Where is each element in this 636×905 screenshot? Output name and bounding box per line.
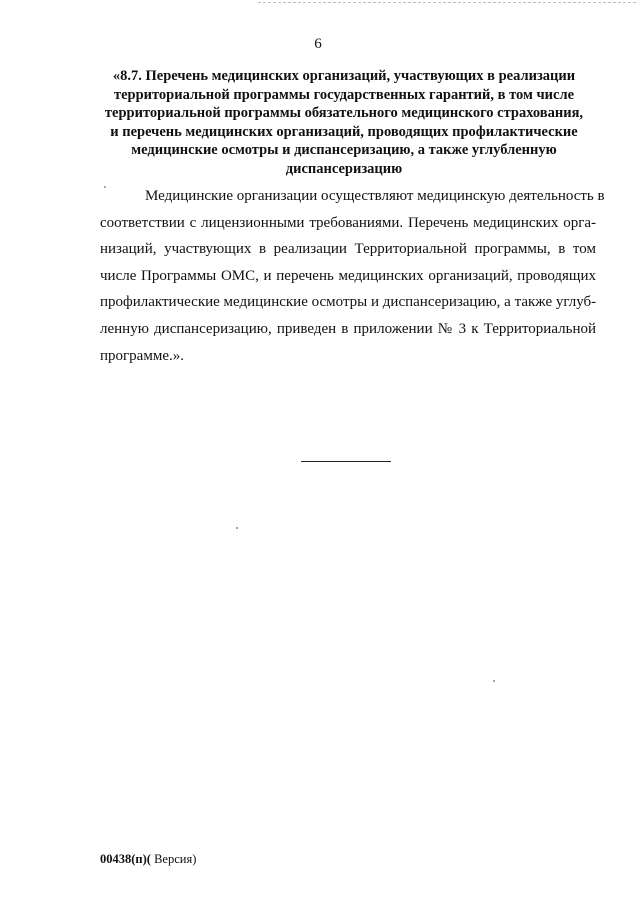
end-divider-line — [301, 461, 391, 462]
heading-line: «8.7. Перечень медицинских организаций, участвующих в реализации — [112, 68, 576, 84]
section-heading — [100, 67, 588, 179]
scan-speck — [236, 527, 238, 529]
scan-speck — [104, 186, 106, 188]
paragraph-line: числе Программы ОМС, и перечень медицинских организаций, проводящих — [100, 267, 596, 284]
body-paragraph — [100, 183, 605, 369]
paragraph-line: ленную диспансеризацию, приведен в приложении № 3 к Территориальной — [100, 320, 596, 337]
version-code-label: Версия) — [150, 852, 197, 866]
document-version-code — [100, 851, 196, 867]
heading-line: и перечень медицинских организаций, проводящих профилактические — [110, 123, 578, 140]
heading-line: территориальной программы государственных гарантий, в том числе — [113, 86, 575, 103]
scan-speck — [493, 680, 495, 682]
paragraph-line: профилактические медицинские осмотры и диспансеризацию, а также углуб- — [100, 294, 597, 311]
paragraph-line: программе.». — [100, 347, 184, 364]
version-code-bold: 00438(п)( — [100, 852, 151, 866]
heading-line: территориальной программы обязательного медицинского страхования, — [104, 105, 584, 122]
paragraph-line: Медицинские организации осуществляют медицинскую деятельность в — [145, 188, 605, 204]
heading-line: диспансеризацию — [285, 160, 403, 177]
paragraph-line: низаций, участвующих в реализации Территориальной программы, в том — [100, 241, 596, 258]
scan-edge-line — [258, 2, 636, 3]
heading-line: медицинские осмотры и диспансеризацию, а также углубленную — [131, 142, 557, 159]
page-number: 6 — [314, 36, 322, 52]
paragraph-line: соответствии с лицензионными требованиями. Перечень медицинских орга- — [100, 214, 596, 231]
